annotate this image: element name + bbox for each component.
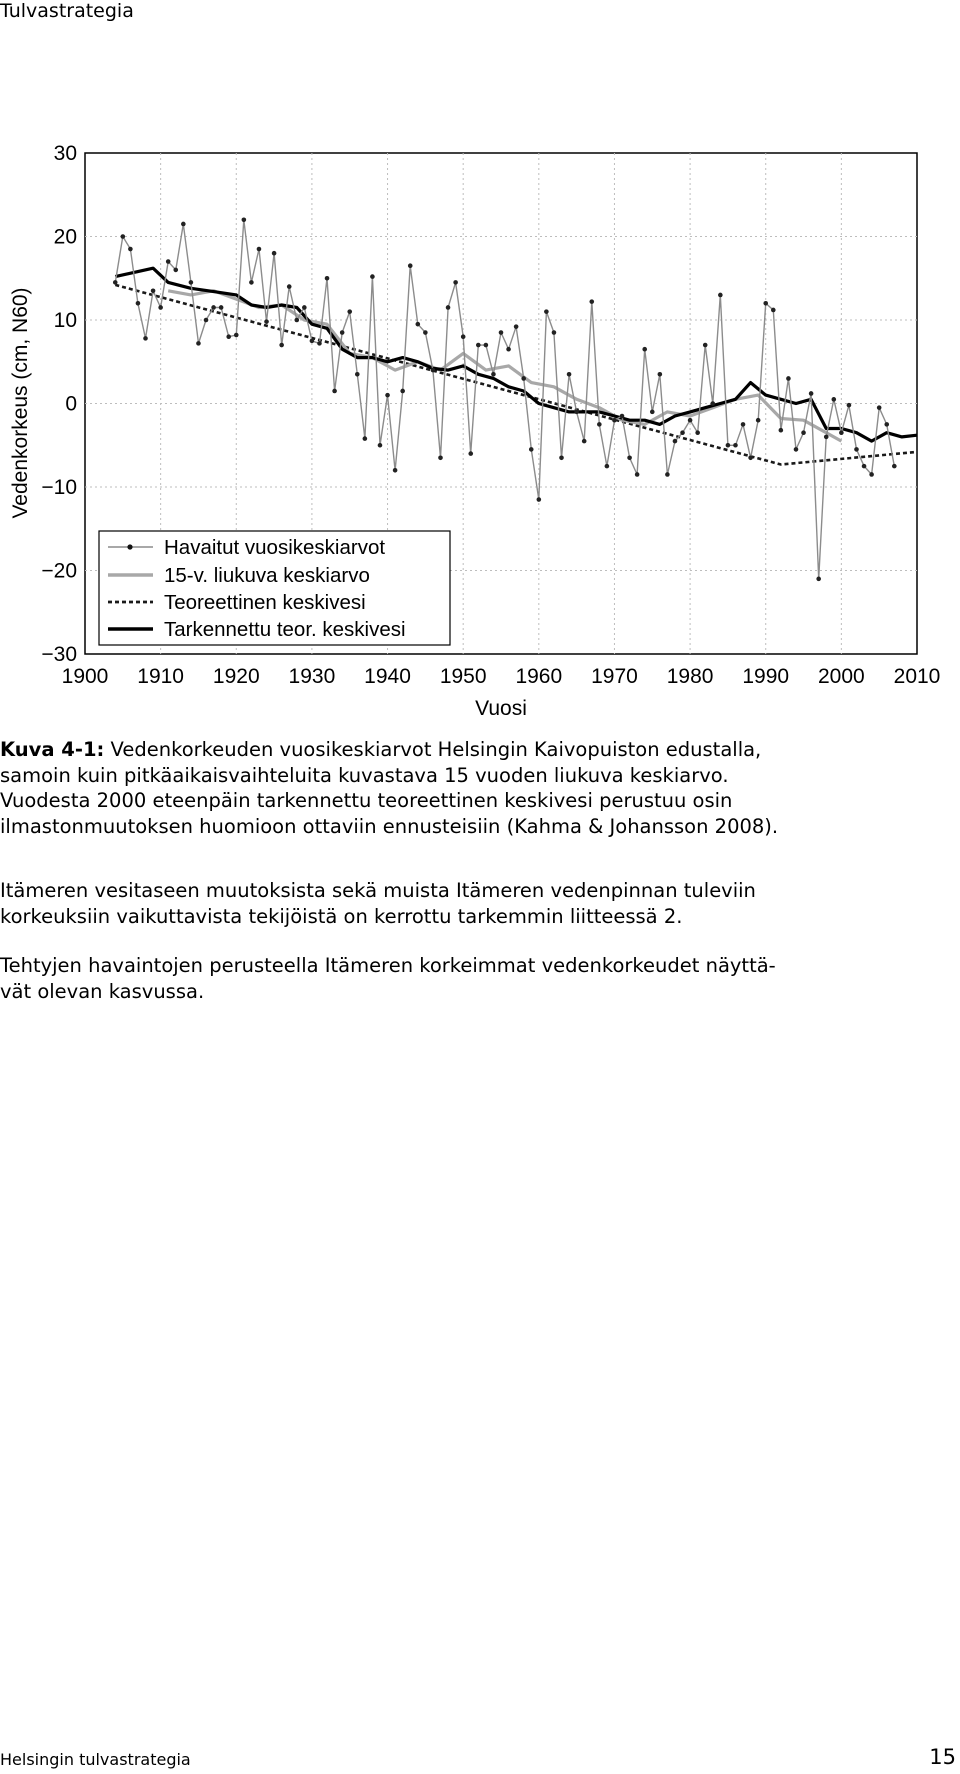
data-point bbox=[642, 347, 647, 352]
data-point bbox=[400, 389, 405, 394]
legend-label-moving-average: 15-v. liukuva keskiarvo bbox=[164, 564, 370, 587]
y-tick-labels bbox=[41, 142, 77, 666]
x-tick-label: 1900 bbox=[61, 665, 109, 688]
data-point bbox=[181, 222, 186, 227]
data-point bbox=[748, 455, 753, 460]
legend bbox=[99, 531, 450, 645]
data-point bbox=[310, 339, 315, 344]
data-point bbox=[695, 430, 700, 435]
legend-label-refined: Tarkennettu teor. keskivesi bbox=[164, 618, 406, 641]
data-point bbox=[832, 397, 837, 402]
water-level-chart bbox=[0, 135, 960, 725]
data-point bbox=[673, 439, 678, 444]
data-point bbox=[824, 435, 829, 440]
data-point bbox=[378, 443, 383, 448]
x-tick-label: 1960 bbox=[515, 665, 563, 688]
data-point bbox=[680, 430, 685, 435]
page-number: 15 bbox=[929, 1745, 956, 1769]
data-point bbox=[219, 305, 224, 310]
x-tick-label: 1990 bbox=[742, 665, 790, 688]
data-point bbox=[710, 401, 715, 406]
data-point bbox=[703, 343, 708, 348]
data-point bbox=[627, 455, 632, 460]
data-point bbox=[650, 410, 655, 415]
data-point bbox=[257, 247, 262, 252]
data-point bbox=[589, 299, 594, 304]
x-tick-label: 1950 bbox=[439, 665, 487, 688]
data-point bbox=[537, 497, 542, 502]
data-point bbox=[204, 318, 209, 323]
data-point bbox=[438, 455, 443, 460]
x-tick-label: 1940 bbox=[364, 665, 411, 688]
paragraph-1 bbox=[0, 878, 955, 929]
data-point bbox=[226, 334, 231, 339]
data-point bbox=[370, 274, 375, 279]
data-point bbox=[393, 468, 398, 473]
data-point bbox=[801, 430, 806, 435]
data-point bbox=[476, 343, 481, 348]
data-point bbox=[363, 436, 368, 441]
data-point bbox=[294, 318, 299, 323]
data-point bbox=[302, 305, 307, 310]
data-point bbox=[340, 330, 345, 335]
paragraph-2-line-2: vät olevan kasvussa. bbox=[0, 979, 205, 1003]
data-point bbox=[756, 418, 761, 423]
data-point bbox=[446, 305, 451, 310]
data-point bbox=[718, 293, 723, 298]
x-axis-label: Vuosi bbox=[475, 697, 527, 720]
data-point bbox=[763, 301, 768, 306]
data-point bbox=[158, 305, 163, 310]
data-point bbox=[385, 393, 390, 398]
paragraph-2-line-1: Tehtyjen havaintojen perusteella Itämeren korkeimmat vedenkorkeudet näyttä- bbox=[0, 954, 776, 977]
data-point bbox=[741, 422, 746, 427]
y-tick-label: −20 bbox=[41, 559, 77, 583]
data-point bbox=[862, 464, 867, 469]
data-point bbox=[408, 263, 413, 268]
y-tick-label: −30 bbox=[41, 643, 77, 666]
caption-line-2: samoin kuin pitkäaikaisvaihteluita kuvastava 15 vuoden liukuva keskiarvo. bbox=[0, 763, 729, 787]
y-tick-label: −10 bbox=[41, 476, 77, 499]
data-point bbox=[809, 391, 814, 396]
data-point bbox=[484, 343, 489, 348]
data-point bbox=[499, 330, 504, 335]
data-point bbox=[416, 322, 421, 327]
data-point bbox=[582, 439, 587, 444]
data-point bbox=[612, 418, 617, 423]
data-point bbox=[847, 403, 852, 408]
data-point bbox=[272, 251, 277, 256]
data-point bbox=[128, 247, 133, 252]
data-point bbox=[249, 280, 254, 285]
data-point bbox=[779, 428, 784, 433]
data-point bbox=[136, 301, 141, 306]
data-point bbox=[279, 343, 284, 348]
data-point bbox=[869, 472, 874, 477]
x-tick-label: 1930 bbox=[288, 665, 336, 688]
y-axis-label: Vedenkorkeus (cm, N60) bbox=[9, 287, 32, 519]
running-header: Tulvastrategia bbox=[0, 0, 134, 22]
data-point bbox=[113, 280, 118, 285]
footer-document-title: Helsingin tulvastrategia bbox=[0, 1750, 191, 1769]
data-point bbox=[196, 341, 201, 346]
paragraph-1-line-2: korkeuksiin vaikuttavista tekijöistä on kerrottu tarkemmin liitteessä 2. bbox=[0, 904, 683, 928]
data-point bbox=[574, 410, 579, 415]
data-point bbox=[514, 324, 519, 329]
data-point bbox=[559, 455, 564, 460]
data-point bbox=[431, 368, 436, 373]
data-point bbox=[166, 259, 171, 264]
data-point bbox=[287, 284, 292, 289]
data-point bbox=[461, 334, 466, 339]
data-point bbox=[786, 376, 791, 381]
x-tick-label: 2010 bbox=[893, 665, 941, 688]
y-tick-label: 0 bbox=[65, 392, 77, 416]
caption-label: Kuva 4-1: bbox=[0, 738, 105, 761]
data-point bbox=[794, 447, 799, 452]
data-point bbox=[173, 268, 178, 273]
data-point bbox=[567, 372, 572, 377]
data-point bbox=[234, 333, 239, 338]
x-tick-label: 1920 bbox=[212, 665, 260, 688]
data-point bbox=[658, 372, 663, 377]
caption-line-1: Vedenkorkeuden vuosikeskiarvot Helsingin Kaivopuiston edustalla, bbox=[110, 738, 762, 761]
x-tick-label: 1980 bbox=[666, 665, 714, 688]
data-point bbox=[620, 414, 625, 419]
caption-line-3: Vuodesta 2000 eteenpäin tarkennettu teoreettinen keskivesi perustuu osin bbox=[0, 789, 733, 812]
data-point bbox=[317, 341, 322, 346]
data-point bbox=[665, 472, 670, 477]
legend-label-theoretical: Teoreettinen keskivesi bbox=[164, 591, 366, 614]
data-point bbox=[877, 405, 882, 410]
paragraph-2 bbox=[0, 953, 955, 1004]
data-point bbox=[544, 309, 549, 314]
caption-line-4: ilmastonmuutoksen huomioon ottaviin ennusteisiin (Kahma & Johansson 2008). bbox=[0, 814, 779, 838]
y-tick-label: 10 bbox=[53, 309, 77, 332]
data-point bbox=[597, 422, 602, 427]
x-tick-label: 1970 bbox=[591, 665, 638, 688]
data-point bbox=[552, 330, 557, 335]
data-point bbox=[854, 447, 859, 452]
data-point bbox=[325, 276, 330, 281]
data-point bbox=[635, 472, 640, 477]
x-tick-label: 2000 bbox=[818, 665, 865, 688]
data-point bbox=[453, 280, 458, 285]
data-point bbox=[189, 280, 194, 285]
data-point bbox=[529, 447, 534, 452]
y-tick-label: 30 bbox=[53, 142, 77, 165]
paragraph-1-line-1: Itämeren vesitaseen muutoksista sekä muista Itämeren vedenpinnan tuleviin bbox=[0, 879, 756, 902]
data-point bbox=[506, 347, 511, 352]
legend-label-observed: Havaitut vuosikeskiarvot bbox=[164, 536, 386, 559]
data-point bbox=[771, 308, 776, 313]
data-point bbox=[726, 443, 731, 448]
data-point bbox=[892, 464, 897, 469]
data-point bbox=[347, 309, 352, 314]
data-point bbox=[264, 319, 269, 324]
figure-caption bbox=[0, 737, 955, 839]
data-point bbox=[468, 451, 473, 456]
data-point bbox=[605, 464, 610, 469]
x-tick-labels bbox=[62, 665, 941, 688]
data-point bbox=[423, 330, 428, 335]
data-point bbox=[121, 234, 126, 239]
data-point bbox=[151, 288, 156, 293]
data-point bbox=[491, 372, 496, 377]
data-point bbox=[143, 336, 148, 341]
data-point bbox=[884, 422, 889, 427]
x-tick-label: 1910 bbox=[137, 665, 184, 688]
data-point bbox=[521, 376, 526, 381]
data-point bbox=[211, 305, 216, 310]
data-point bbox=[839, 430, 844, 435]
data-point bbox=[733, 443, 738, 448]
data-point bbox=[688, 418, 693, 423]
data-point bbox=[816, 577, 821, 582]
y-tick-label: 20 bbox=[53, 225, 77, 249]
data-point bbox=[355, 372, 360, 377]
data-point bbox=[242, 218, 247, 223]
data-point bbox=[332, 389, 337, 394]
